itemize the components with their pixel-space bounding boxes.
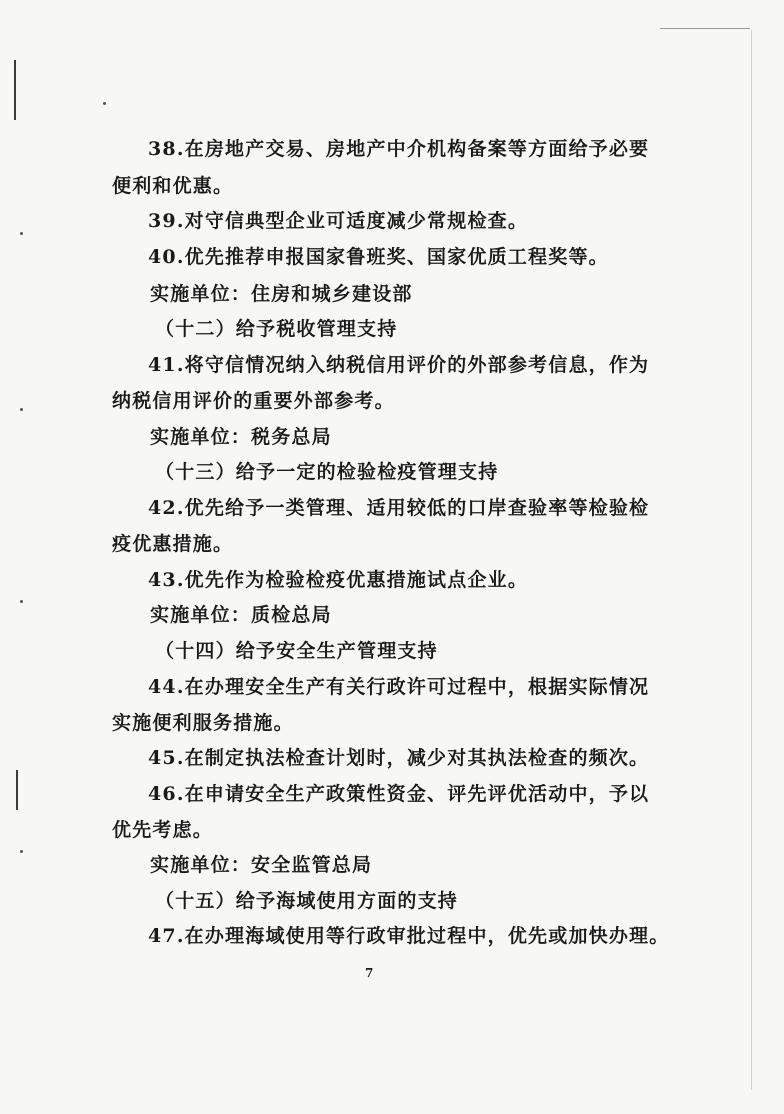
paragraph-39: 39.对守信典型企业可适度减少常规检查。 (148, 210, 529, 232)
section-heading-12: （十二）给予税收管理支持 (155, 318, 398, 340)
scan-speck (20, 600, 23, 603)
section-heading-15: （十五）给予海域使用方面的支持 (155, 890, 459, 912)
paragraph-38-line-1: 38.在房地产交易、房地产中介机构备案等方面给予必要 (148, 138, 650, 160)
paragraph-46-line-2: 优先考虑。 (112, 819, 214, 841)
scan-speck (20, 232, 23, 235)
scan-speck (20, 408, 23, 411)
scan-edge-right (751, 30, 752, 1090)
paragraph-44-line-1: 44.在办理安全生产有关行政许可过程中，根据实际情况 (148, 676, 650, 698)
implementing-unit-tax: 实施单位：税务总局 (150, 426, 332, 448)
implementing-unit-safety: 实施单位：安全监管总局 (150, 854, 373, 876)
paragraph-47: 47.在办理海域使用等行政审批过程中，优先或加快办理。 (148, 925, 670, 947)
implementing-unit-housing: 实施单位：住房和城乡建设部 (150, 283, 413, 305)
section-heading-13: （十三）给予一定的检验检疫管理支持 (155, 461, 499, 483)
page-number: 7 (365, 966, 374, 980)
paragraph-40: 40.优先推荐申报国家鲁班奖、国家优质工程奖等。 (148, 246, 609, 268)
scan-speck (103, 102, 106, 105)
implementing-unit-quality: 实施单位：质检总局 (150, 604, 332, 626)
paragraph-44-line-2: 实施便利服务措施。 (112, 712, 294, 734)
scan-edge-left (14, 60, 16, 120)
paragraph-46-line-1: 46.在申请安全生产政策性资金、评先评优活动中，予以 (148, 783, 650, 805)
paragraph-41-line-2: 纳税信用评价的重要外部参考。 (112, 390, 395, 412)
scan-edge-left-2 (16, 770, 18, 810)
paragraph-42-line-1: 42.优先给予一类管理、适用较低的口岸查验率等检验检 (148, 497, 650, 519)
scan-edge-top (660, 28, 750, 29)
paragraph-41-line-1: 41.将守信情况纳入纳税信用评价的外部参考信息，作为 (148, 354, 650, 376)
section-heading-14: （十四）给予安全生产管理支持 (155, 640, 438, 662)
paragraph-43: 43.优先作为检验检疫优惠措施试点企业。 (148, 569, 529, 591)
paragraph-42-line-2: 疫优惠措施。 (112, 533, 234, 555)
scan-speck (20, 850, 23, 853)
paragraph-45: 45.在制定执法检查计划时，减少对其执法检查的频次。 (148, 747, 650, 769)
paragraph-38-line-2: 便利和优惠。 (112, 175, 234, 197)
